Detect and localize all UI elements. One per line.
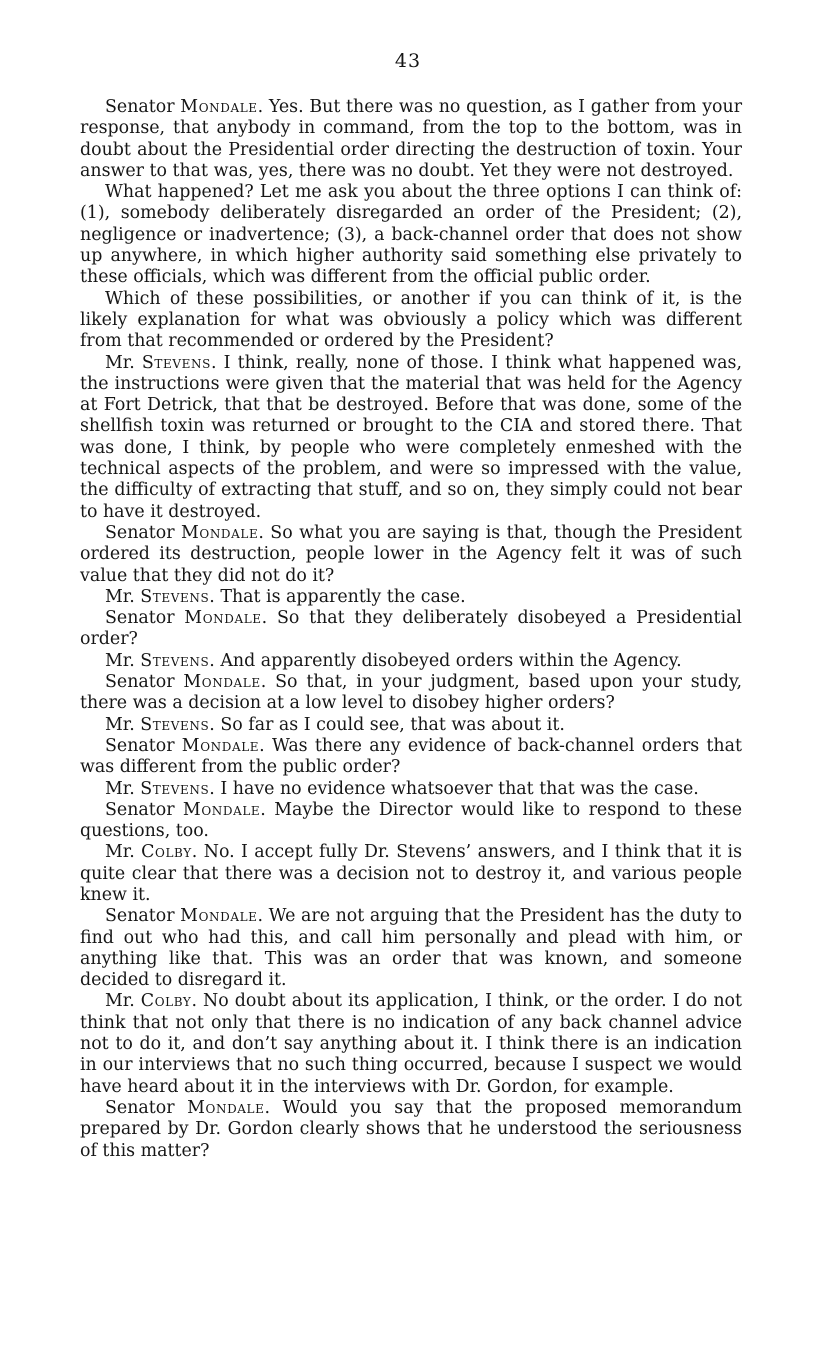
transcript-paragraph: Senator Mondale. Yes. But there was no question, as I gather from your response, that anybody in command, from the top to the bottom, was in doubt about the Presidential order directing the destruction of toxin. Your answer to that was, yes, there was no doubt. Yet they were not destroyed. <box>80 97 743 181</box>
speech-text: Would you say that the proposed memorandum prepared by Dr. Gordon clearly shows that he understood the seriousness of this matter? <box>80 1097 742 1161</box>
speaker-title: Senator <box>105 97 181 117</box>
transcript-paragraph: Senator Mondale. So that, in your judgment, based upon your study, there was a decision at a low level to disobey higher orders? <box>80 672 743 714</box>
speaker-title: Senator <box>105 672 184 693</box>
speaker-name: Stevens <box>140 586 210 607</box>
transcript-paragraph: Senator Mondale. So what you are saying is that, though the President ordered its destruction, people lower in the Agency felt it was of such value that they did not do it? <box>80 522 742 586</box>
speaker-title: Senator <box>105 522 181 543</box>
speaker-title: Senator <box>105 735 182 756</box>
speech-text: What happened? Let me ask you about the three options I can think of: (1), somebody deliberately disregarded an order of the President; (2), negligence or inadvertence; (3), a back-channel order that does not show up anywhere, in which higher authority said something else privately to these officials, which was different from the official public order. <box>80 182 742 288</box>
transcript-paragraph: Senator Mondale. We are not arguing that the President has the duty to find out who had this, and call him personally and plead with him, or anything like that. This was an order that was known, and someone decided to disregard it. <box>80 906 743 991</box>
transcript-paragraph: Mr. Stevens. That is apparently the case. <box>105 586 466 607</box>
speech-text: No doubt about its application, I think, or the order. I do not think that not only that there is no indication of any back channel advice not to do it, and don’t say anything about it. I think there is an indication in our interviews that no such thing occurred, because I suspect we would have heard about it in the interviews with Dr. Gordon, for example. <box>80 991 742 1097</box>
speech-text: So what you are saying is that, though the President ordered its destruction, people lower in the Agency felt it was of such value that they did not do it? <box>80 522 742 586</box>
transcript-paragraph: Senator Mondale. So that they deliberately disobeyed a Presidential order? <box>80 608 742 650</box>
transcript-paragraph <box>80 289 742 353</box>
transcript-paragraph: Mr. Stevens. I think, really, none of those. I think what happened was, the instructions were given that the material that was held for the Agency at Fort Detrick, that that be destroyed. Before that was done, some of the shellfish toxin was returned or brought to the CIA and stored there. That was done, I think, by people who were completely enmeshed with the technical aspects of the problem, and were so impressed with the value, the difficulty of extracting that stuff, and so on, they simply could not bear to have it destroyed. <box>80 352 743 522</box>
speech-text: And apparently disobeyed orders within the Agency. <box>220 650 682 671</box>
speaker-name: Stevens <box>140 650 210 671</box>
transcript-paragraph: Senator Mondale. Was there any evidence of back-channel orders that was different from the public order? <box>80 735 742 778</box>
speaker-title: Mr. <box>105 650 141 671</box>
speech-text: So that they deliberately disobeyed a Presidential order? <box>80 608 742 650</box>
speech-text: No. I accept fully Dr. Stevens’ answers, and I think that it is quite clear that there was a decision not to destroy it, and various people knew it. <box>80 842 743 905</box>
transcript-body <box>80 97 742 1162</box>
speaker-title: Mr. <box>105 586 141 607</box>
speech-text: We are not arguing that the President has the duty to find out who had this, and call him personally and plead with him, or anything like that. This was an order that was known, and someone decided to disregard it. <box>80 906 743 991</box>
transcript-paragraph: Senator Mondale. Maybe the Director would like to respond to these questions, too. <box>80 799 742 842</box>
speech-text: Maybe the Director would like to respond to these questions, too. <box>80 799 742 842</box>
speaker-name: Colby <box>141 842 192 863</box>
speech-text: I think, really, none of those. I think what happened was, the instructions were given that the material that was held for the Agency at Fort Detrick, that that be destroyed. Before that was done, some of the shellfish toxin was returned or brought to the CIA and stored there. That was done, I think, by people who were completely enmeshed with the technical aspects of the problem, and were so impressed with the value, the difficulty of extracting that stuff, and so on, they simply could not bear to have it destroyed. <box>80 352 743 522</box>
speaker-name: Mondale <box>181 735 260 756</box>
page-number: 43 <box>394 50 422 72</box>
speaker-title: Mr. <box>105 352 142 373</box>
speech-text: That is apparently the case. <box>220 586 466 607</box>
speech-text: Yes. But there was no question, as I gather from your response, that anybody in command, from the top to the bottom, was in doubt about the Presidential order directing the destruction of toxin. Your answer to that was, yes, there was no doubt. Yet they were not destroyed. <box>80 97 743 181</box>
speaker-title: Mr. <box>105 991 141 1012</box>
speaker-name: Mondale <box>183 672 261 693</box>
transcript-paragraph: Mr. Colby. No doubt about its application, I think, or the order. I do not think that not only that there is no indication of any back channel advice not to do it, and don’t say anything about it. I think there is an indication in our interviews that no such thing occurred, because I suspect we would have heard about it in the interviews with Dr. Gordon, for example. <box>80 991 742 1097</box>
speaker-name: Mondale <box>184 608 262 629</box>
speaker-name: Mondale <box>187 1097 265 1118</box>
speaker-title: Senator <box>105 1097 188 1118</box>
transcript-paragraph: Mr. Stevens. So far as I could see, that was about it. <box>105 714 565 735</box>
transcript-paragraph: Mr. Colby. No. I accept fully Dr. Stevens’ answers, and I think that it is quite clear that there was a decision not to destroy it, and various people knew it. <box>80 842 743 905</box>
speaker-name: Stevens <box>140 714 210 735</box>
speaker-title: Senator <box>105 906 181 927</box>
speaker-name: Stevens <box>140 778 210 799</box>
speaker-name: Mondale <box>180 522 259 543</box>
transcript-paragraph <box>80 182 742 288</box>
speaker-title: Mr. <box>105 778 141 799</box>
speaker-name: Colby <box>140 991 192 1012</box>
speaker-name: Mondale <box>180 906 258 927</box>
speech-text: I have no evidence whatsoever that that was the case. <box>220 778 699 799</box>
speaker-name: Mondale <box>180 97 258 117</box>
speaker-title: Senator <box>105 608 185 629</box>
transcript-paragraph: Mr. Stevens. And apparently disobeyed orders within the Agency. <box>105 650 682 671</box>
speech-text: So far as I could see, that was about it. <box>220 714 565 735</box>
speaker-title: Mr. <box>105 714 141 735</box>
speech-text: Was there any evidence of back-channel orders that was different from the public order? <box>80 735 742 778</box>
speech-text: So that, in your judgment, based upon your study, there was a decision at a low level to disobey higher orders? <box>80 672 743 714</box>
speaker-name: Mondale <box>182 799 261 820</box>
speaker-name: Stevens <box>141 352 211 373</box>
transcript-paragraph: Mr. Stevens. I have no evidence whatsoever that that was the case. <box>105 778 699 799</box>
speaker-title: Mr. <box>105 842 142 863</box>
transcript-paragraph: Senator Mondale. Would you say that the proposed memorandum prepared by Dr. Gordon clearly shows that he understood the seriousness of this matter? <box>80 1097 742 1161</box>
speaker-title: Senator <box>105 799 183 820</box>
speech-text: Which of these possibilities, or another if you can think of it, is the likely explanation for what was obviously a policy which was different from that recommended or ordered by the President? <box>80 288 742 352</box>
